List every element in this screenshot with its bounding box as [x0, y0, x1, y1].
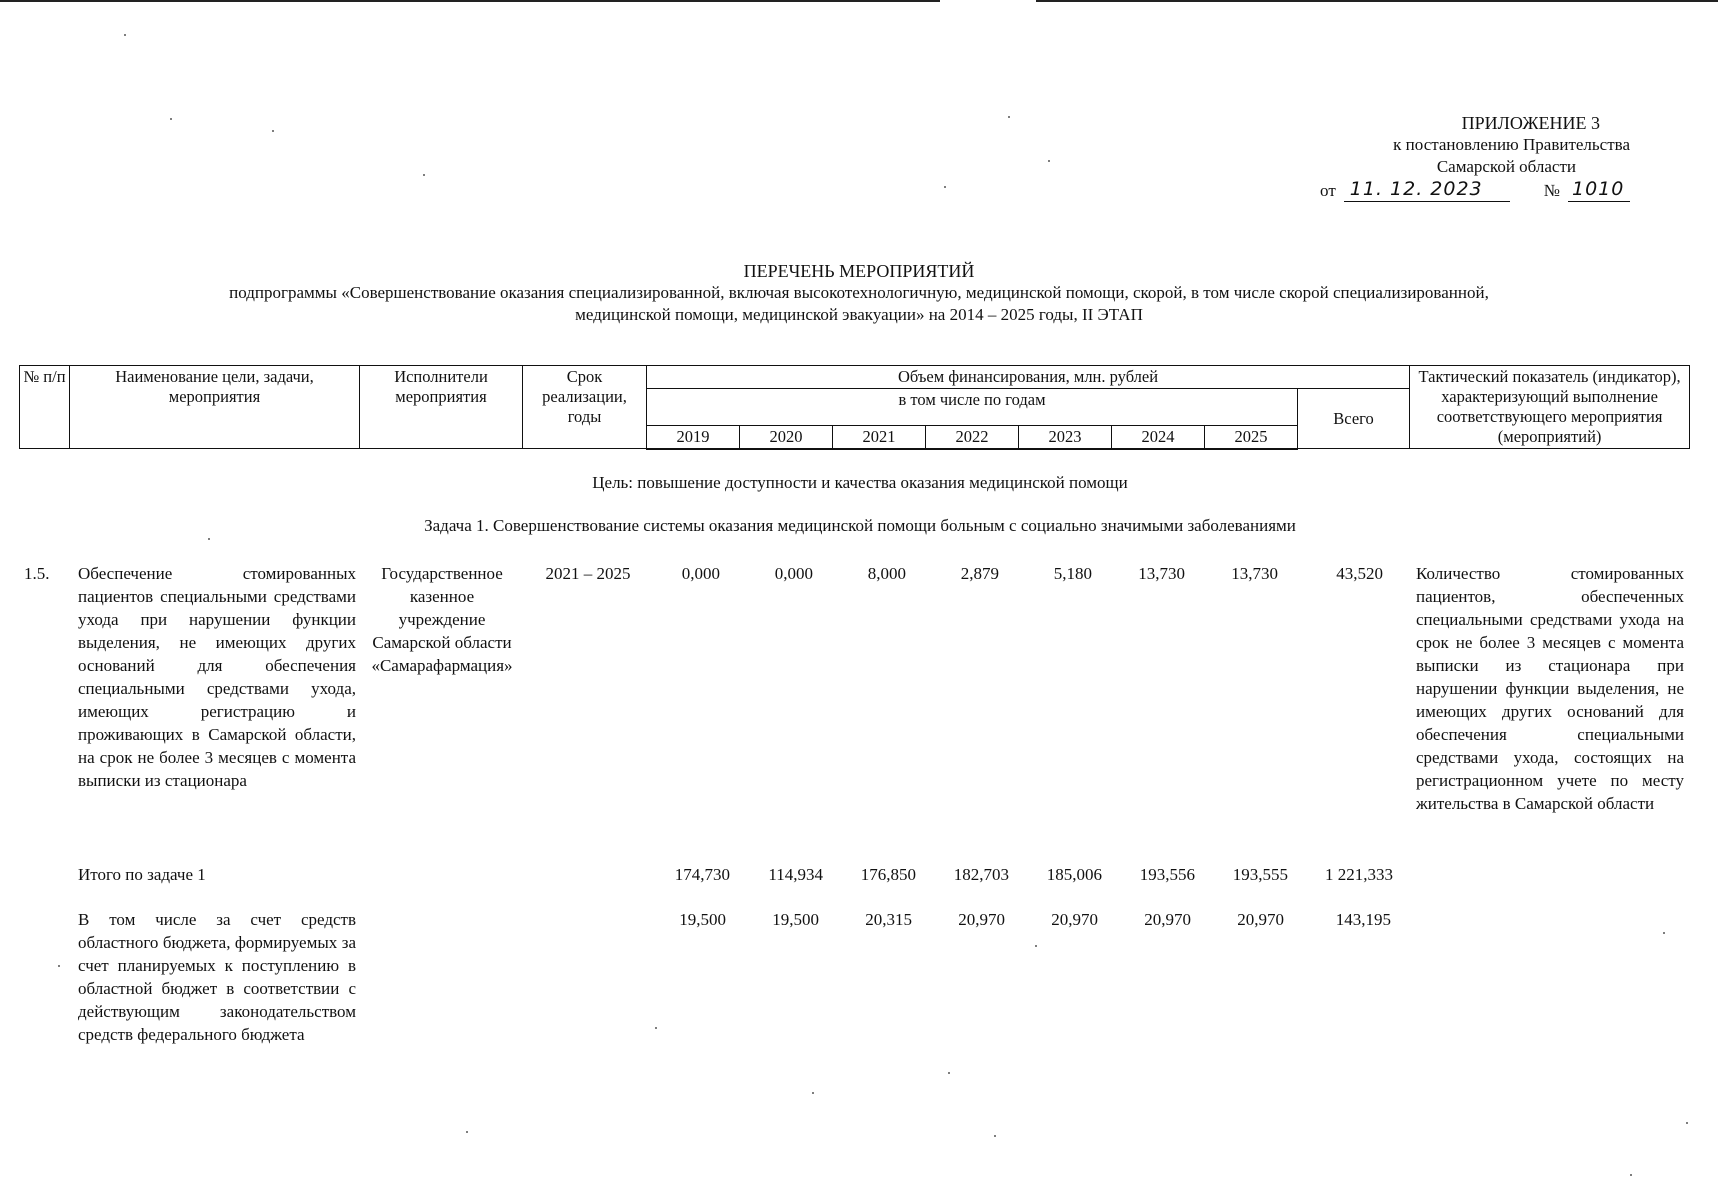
row-1-5-term: 2021 – 2025: [545, 564, 631, 583]
row-1-5-value-2019: 0,000: [681, 564, 720, 583]
scan-speck: [1663, 932, 1665, 934]
goal-line: Цель: повышение доступности и качества оказания медицинской помощи: [592, 473, 1128, 492]
scan-speck: [208, 538, 210, 540]
scan-speck: [994, 1135, 996, 1137]
header-year-2024: 2024: [1112, 425, 1205, 449]
header-year-2021: 2021: [833, 425, 926, 449]
scan-speck: [272, 130, 274, 132]
row-1-5-indicator: Количество стомированных пациентов, обеспеченных специальными средствами ухода на срок не более 3 месяцев с момента выписки из стационара при нарушении функции выделения, не имеющих других оснований для обеспечения специальными средствами ухода, состоящих на регистрационном учете по месту жительства в Самарской области: [1416, 564, 1684, 813]
handwritten-date: 11. 12. 2023: [1344, 178, 1510, 202]
row-1-5-value-2024: 13,730: [1138, 564, 1185, 583]
title-main: ПЕРЕЧЕНЬ МЕРОПРИЯТИЙ: [743, 261, 975, 281]
header-year-2025: 2025: [1205, 425, 1298, 449]
appendix-title: ПРИЛОЖЕНИЕ 3: [1461, 113, 1600, 133]
row-federal-value-2021: 20,315: [865, 910, 912, 929]
row-federal-total: 143,195: [1335, 910, 1391, 929]
scan-speck: [423, 174, 425, 176]
row-federal-name: В том числе за счет средств областного бюджета, формируемых за счет планируемых к поступлению в областной бюджет в соответствии с действующим законодательством средств федерального бюджета: [78, 910, 356, 1044]
header-executors: Исполнители мероприятия: [360, 366, 523, 449]
row-federal-value-2020: 19,500: [772, 910, 819, 929]
scan-speck: [948, 1072, 950, 1074]
appendix-line-2: к постановлению Правительства: [1393, 135, 1630, 154]
row-task-total-value-2019: 174,730: [674, 865, 730, 884]
title-subtitle-line-2: медицинской помощи, медицинской эвакуации» на 2014 – 2025 годы, II ЭТАП: [575, 305, 1143, 324]
document-title: [70, 260, 1648, 326]
row-task-total-value-2024: 193,556: [1139, 865, 1195, 884]
scan-speck: [944, 186, 946, 188]
header-total: Всего: [1298, 389, 1410, 449]
row-task-total-value-2025: 193,555: [1232, 865, 1288, 884]
task-line: Задача 1. Совершенствование системы оказания медицинской помощи больным с социально значимыми заболеваниями: [424, 516, 1296, 535]
row-1-5-name: Обеспечение стомированных пациентов специальными средствами ухода при нарушении функции выделения, не имеющих других оснований для обеспечения специальными средствами ухода, имеющих регистрацию и проживающих в Самарской области, на срок не более 3 месяцев с момента выписки из стационара: [78, 564, 356, 790]
header-num: № п/п: [20, 366, 70, 449]
scan-speck: [1008, 116, 1010, 118]
scan-speck: [812, 1092, 814, 1094]
row-task-total-name: Итого по задаче 1: [78, 865, 206, 884]
number-prefix: №: [1543, 181, 1560, 200]
header-year-2023: 2023: [1019, 425, 1112, 449]
row-federal-value-2025: 20,970: [1237, 910, 1284, 929]
row-task-total-total: 1 221,333: [1325, 865, 1393, 884]
appendix-line-3: Самарской области: [1436, 157, 1576, 176]
appendix-block: [1310, 112, 1630, 202]
date-prefix: от: [1320, 181, 1336, 200]
row-federal-value-2019: 19,500: [679, 910, 726, 929]
header-term: Срок реализации, годы: [523, 366, 647, 449]
row-1-5-value-2022: 2,879: [960, 564, 999, 583]
row-task-total-value-2020: 114,934: [768, 865, 823, 884]
row-task-total-value-2022: 182,703: [953, 865, 1009, 884]
row-1-5-executor: Государственное казенное учреждение Самарской области «Самарафармация»: [371, 564, 513, 675]
row-task-total-value-2021: 176,850: [860, 865, 916, 884]
header-funding: Объем финансирования, млн. рублей: [647, 366, 1410, 389]
row-1-5-value-2020: 0,000: [774, 564, 813, 583]
scan-speck: [466, 1131, 468, 1133]
header-indicator: Тактический показатель (индикатор), характеризующий выполнение соответствующего мероприятия (мероприятий): [1410, 366, 1690, 449]
row-1-5-value-2023: 5,180: [1053, 564, 1092, 583]
row-1-5-value-2021: 8,000: [867, 564, 906, 583]
appendix-date-number-row: [1310, 178, 1630, 202]
header-name: Наименование цели, задачи, мероприятия: [70, 366, 360, 449]
header-year-2019: 2019: [647, 425, 740, 449]
handwritten-number: 1010: [1568, 178, 1630, 202]
row-federal-value-2023: 20,970: [1051, 910, 1098, 929]
header-year-2020: 2020: [740, 425, 833, 449]
scan-speck: [1048, 160, 1050, 162]
funding-table-header: [19, 365, 1690, 450]
scan-speck: [124, 34, 126, 36]
scan-speck: [170, 118, 172, 120]
row-1-5-num: 1.5.: [24, 564, 50, 583]
scan-speck: [1686, 1122, 1688, 1124]
scan-speck: [58, 965, 60, 967]
header-year-2022: 2022: [926, 425, 1019, 449]
row-federal-value-2024: 20,970: [1144, 910, 1191, 929]
row-federal-value-2022: 20,970: [958, 910, 1005, 929]
scan-speck: [1035, 945, 1037, 947]
row-1-5-value-2025: 13,730: [1231, 564, 1278, 583]
row-1-5-total: 43,520: [1336, 564, 1383, 583]
scan-speck: [655, 1027, 657, 1029]
header-by-years: в том числе по годам: [647, 389, 1298, 426]
scan-speck: [1630, 1174, 1632, 1176]
row-task-total-value-2023: 185,006: [1046, 865, 1102, 884]
title-subtitle-line-1: подпрограммы «Совершенствование оказания специализированной, включая высокотехнологичную, медицинской помощи, скорой, в том числе скорой специализированной,: [229, 283, 1489, 302]
